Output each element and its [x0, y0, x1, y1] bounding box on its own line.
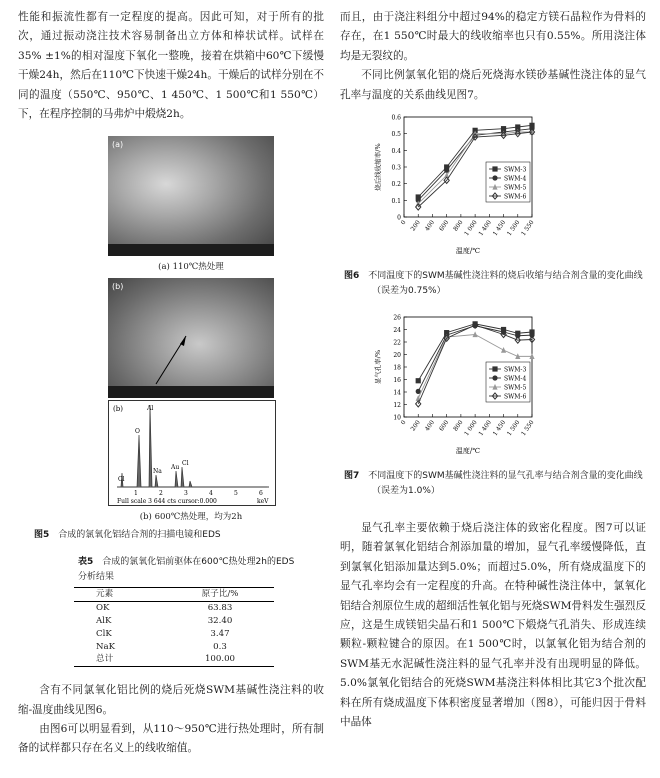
- x-tick-label: 600: [438, 219, 451, 233]
- eds-peak-label: Cl: [182, 460, 189, 468]
- x-tick-label: 800: [452, 219, 465, 233]
- y-tick-label: 26: [393, 314, 401, 322]
- legend-label: SWM-4: [504, 375, 527, 383]
- eds-axis-tick: 2: [159, 490, 163, 498]
- figure-6-caption-text: 不同温度下的SWM基碱性浇注料的烧后收缩与结合剂含量的变化曲线（误差为0.75%）: [368, 271, 643, 297]
- legend-label: SWM-3: [504, 366, 527, 374]
- x-tick-label: 0: [399, 419, 408, 427]
- figure-5-caption-text: 合成的氯氧化铝结合剂的扫描电镜和EDS: [58, 530, 221, 541]
- right-paragraph-2: 不同比例氯氧化铝的烧后死烧海水镁砂基碱性浇注体的显气孔率与温度的关系曲线见图7。: [340, 69, 646, 101]
- table-header-cell: 元素: [74, 588, 166, 602]
- figure-7-caption-text: 不同温度下的SWM基碱性浇注料的显气孔率与结合剂含量的变化曲线（误差为1.0%）: [368, 471, 643, 497]
- table-cell: 100.00: [166, 653, 274, 666]
- y-tick-label: 0: [397, 214, 401, 222]
- eds-spectrum-plot: [109, 401, 275, 505]
- eds-peak-label: Cl: [118, 476, 125, 484]
- x-tick-label: 1 500: [505, 219, 522, 238]
- eds-unit: keV: [257, 498, 269, 506]
- x-tick-label: 0: [399, 219, 408, 227]
- eds-axis-tick: 6: [259, 490, 263, 498]
- right-column: [340, 8, 646, 733]
- right-paragraph-1: 而且，由于浇注料组分中超过94%的稳定方镁石晶粒作为骨料的存在，在1 550℃时最大的线收缩率也只有0.55%。所用浇注体均是无裂纹的。: [340, 11, 646, 62]
- y-axis-label: 烧后线收缩率/%: [374, 143, 382, 191]
- eds-axis-tick: 3: [184, 490, 188, 498]
- left-column: [18, 8, 324, 759]
- eds-tag: (b): [113, 405, 123, 414]
- legend-marker: [492, 366, 497, 371]
- eds-axis-tick: 5: [234, 490, 238, 498]
- table-cell: 63.83: [207, 603, 233, 614]
- eds-footer: Full scale 3 644 cts cursor:0.000: [117, 498, 217, 506]
- y-tick-label: 18: [393, 364, 401, 372]
- eds-peak-label: O: [135, 428, 140, 436]
- table-5-label: 表5: [78, 557, 94, 568]
- y-tick-label: 0.1: [391, 197, 401, 205]
- x-tick-label: 1 450: [491, 419, 508, 438]
- eds-axis-tick: 1: [134, 490, 138, 498]
- table-cell: ClK: [96, 628, 112, 639]
- figure-6: [340, 111, 646, 261]
- figure-7-label: 图7: [344, 471, 360, 482]
- x-tick-label: 1 550: [520, 219, 536, 238]
- table-5-title: [78, 555, 298, 585]
- panel-a-tag: (a): [112, 140, 124, 150]
- table-row: [74, 628, 274, 641]
- eds-peak-label: Al: [147, 405, 154, 413]
- table-5: [74, 587, 274, 667]
- y-tick-label: 16: [393, 377, 401, 385]
- figure-6-label: 图6: [344, 271, 360, 282]
- x-tick-label: 1 500: [505, 419, 522, 438]
- x-tick-label: 400: [423, 219, 437, 233]
- y-tick-label: 10: [393, 414, 401, 422]
- x-tick-label: 1 550: [520, 419, 536, 438]
- y-tick-label: 0.2: [391, 181, 401, 189]
- sem-info-bar: [108, 244, 274, 256]
- figure-6-chart: [370, 111, 600, 261]
- panel-b-caption: (b) 600℃热处理，均为2h: [139, 512, 243, 523]
- eds-spectrum: [108, 400, 276, 506]
- figure-7-caption: [344, 469, 646, 499]
- sem-info-bar: [108, 386, 274, 398]
- legend-label: SWM-6: [504, 393, 527, 401]
- figure-5-label: 图5: [34, 530, 50, 541]
- x-tick-label: 1 000: [463, 419, 479, 438]
- x-tick-label: 1 400: [477, 219, 493, 238]
- table-cell: AlK: [96, 616, 112, 627]
- sem-image-b: [108, 278, 274, 398]
- y-tick-label: 0.4: [391, 147, 401, 155]
- table-row: [74, 641, 274, 654]
- y-axis-label: 显气孔率/%: [374, 349, 382, 385]
- sem-image-a: [108, 136, 274, 256]
- eds-peak-label: Na: [153, 468, 162, 476]
- right-paragraph-3: 显气孔率主要依赖于烧后浇注体的致密化程度。图7可以证明，随着氯氧化铝结合剂添加量的增加，显气孔率缓慢降低，直到氯氧化铝添加量达到5.0%；而超过5.0%，所有烧成温度下的显气孔率均会有一定程度的升高。在特种碱性浇注体中，氯氧化铝结合剂原位生成的超细活性氧化铝与死烧SWM骨料发生强烈反应，这是生成镁铝尖晶石和1 500℃下煅烧气孔消失、形成连续颗粒-颗粒键合的原因。在1 500℃时，以氯氧化铝为结合剂的SWM基无水泥碱性浇注料的显气孔率并没有出现明显的降低。5.0%氯氧化铝结合的死烧SWM基浇注料体相比其它3个批次配料在所有烧成温度下体积密度显著增加（图8），可能归因于骨料中晶体: [340, 522, 646, 729]
- y-tick-label: 20: [393, 352, 401, 360]
- eds-axis-tick: 4: [209, 490, 213, 498]
- table-cell: 3.47: [210, 628, 230, 639]
- figure-7: [340, 311, 646, 461]
- x-tick-label: 800: [452, 419, 465, 433]
- y-tick-label: 12: [393, 402, 401, 410]
- table-cell: OK: [96, 603, 110, 614]
- x-tick-label: 1 450: [491, 219, 508, 238]
- table-cell: NaK: [96, 641, 116, 652]
- legend-marker: [492, 375, 497, 380]
- figure-5: [108, 136, 308, 522]
- left-paragraph-1: 性能和振流性都有一定程度的提高。因此可知，对于所有的批次，通过振动浇注技术容易制备出立方体和棒状试样。试样在35% ±1%的相对湿度下氧化一整晚，接着在烘箱中60℃下缓慢干燥24h，然后在110℃下快速干燥24h。干燥后的试样分别在不同的温度（550℃、950℃、1 450℃、1 500℃和1 550℃）下，在程序控制的马弗炉中煅烧2h。: [18, 11, 324, 121]
- y-tick-label: 14: [393, 389, 401, 397]
- x-axis-label: 温度/℃: [455, 447, 481, 456]
- x-tick-label: 1 400: [477, 419, 493, 438]
- y-tick-label: 0.3: [391, 164, 401, 172]
- x-tick-label: 1 000: [463, 219, 479, 238]
- figure-5-caption: [34, 528, 324, 543]
- left-paragraph-3: 由图6可以明显看到，从110～950℃进行热处理时，所有制备的试样都只存在名义上的线收缩值。: [18, 723, 324, 755]
- legend-marker: [492, 175, 497, 180]
- legend-marker: [492, 166, 497, 171]
- table-cell: 总计: [74, 653, 166, 666]
- x-tick-label: 600: [438, 419, 451, 433]
- data-point-swm-3: [416, 378, 421, 383]
- y-tick-label: 24: [393, 327, 401, 335]
- legend-label: SWM-4: [504, 175, 527, 183]
- x-tick-label: 200: [409, 419, 422, 433]
- y-tick-label: 22: [393, 339, 401, 347]
- panel-a-caption: (a) 110℃热处理: [158, 262, 224, 273]
- table-5-title-text: 合成的氯氧化铝前驱体在600℃热处理2h的EDS分析结果: [78, 557, 295, 583]
- table-cell: 0.3: [213, 641, 227, 652]
- figure-7-chart: [370, 311, 600, 461]
- legend-label: SWM-3: [504, 166, 527, 174]
- table-row: [74, 615, 274, 628]
- panel-b-tag: (b): [112, 282, 124, 292]
- table-row: [74, 653, 274, 666]
- arrow-icon: [108, 278, 274, 386]
- y-tick-label: 0.5: [391, 131, 401, 139]
- x-tick-label: 200: [409, 219, 422, 233]
- legend-label: SWM-5: [504, 184, 527, 192]
- eds-peak-label: Au: [171, 464, 180, 472]
- left-paragraph-2: 含有不同氯氧化铝比例的烧后死烧SWM基碱性浇注料的收缩-温度曲线见图6。: [18, 684, 324, 716]
- table-header-row: [74, 588, 274, 602]
- figure-6-caption: [344, 269, 646, 299]
- data-point-swm-5: [501, 347, 506, 353]
- legend-label: SWM-5: [504, 384, 527, 392]
- x-axis-label: 温度/℃: [455, 247, 481, 256]
- data-point-swm-4: [416, 389, 421, 394]
- table-row: [74, 602, 274, 615]
- x-tick-label: 400: [423, 419, 437, 433]
- legend-label: SWM-6: [504, 193, 527, 201]
- y-tick-label: 0.6: [391, 114, 401, 122]
- table-cell: 32.40: [207, 616, 233, 627]
- table-header-cell: 原子比/%: [166, 588, 274, 602]
